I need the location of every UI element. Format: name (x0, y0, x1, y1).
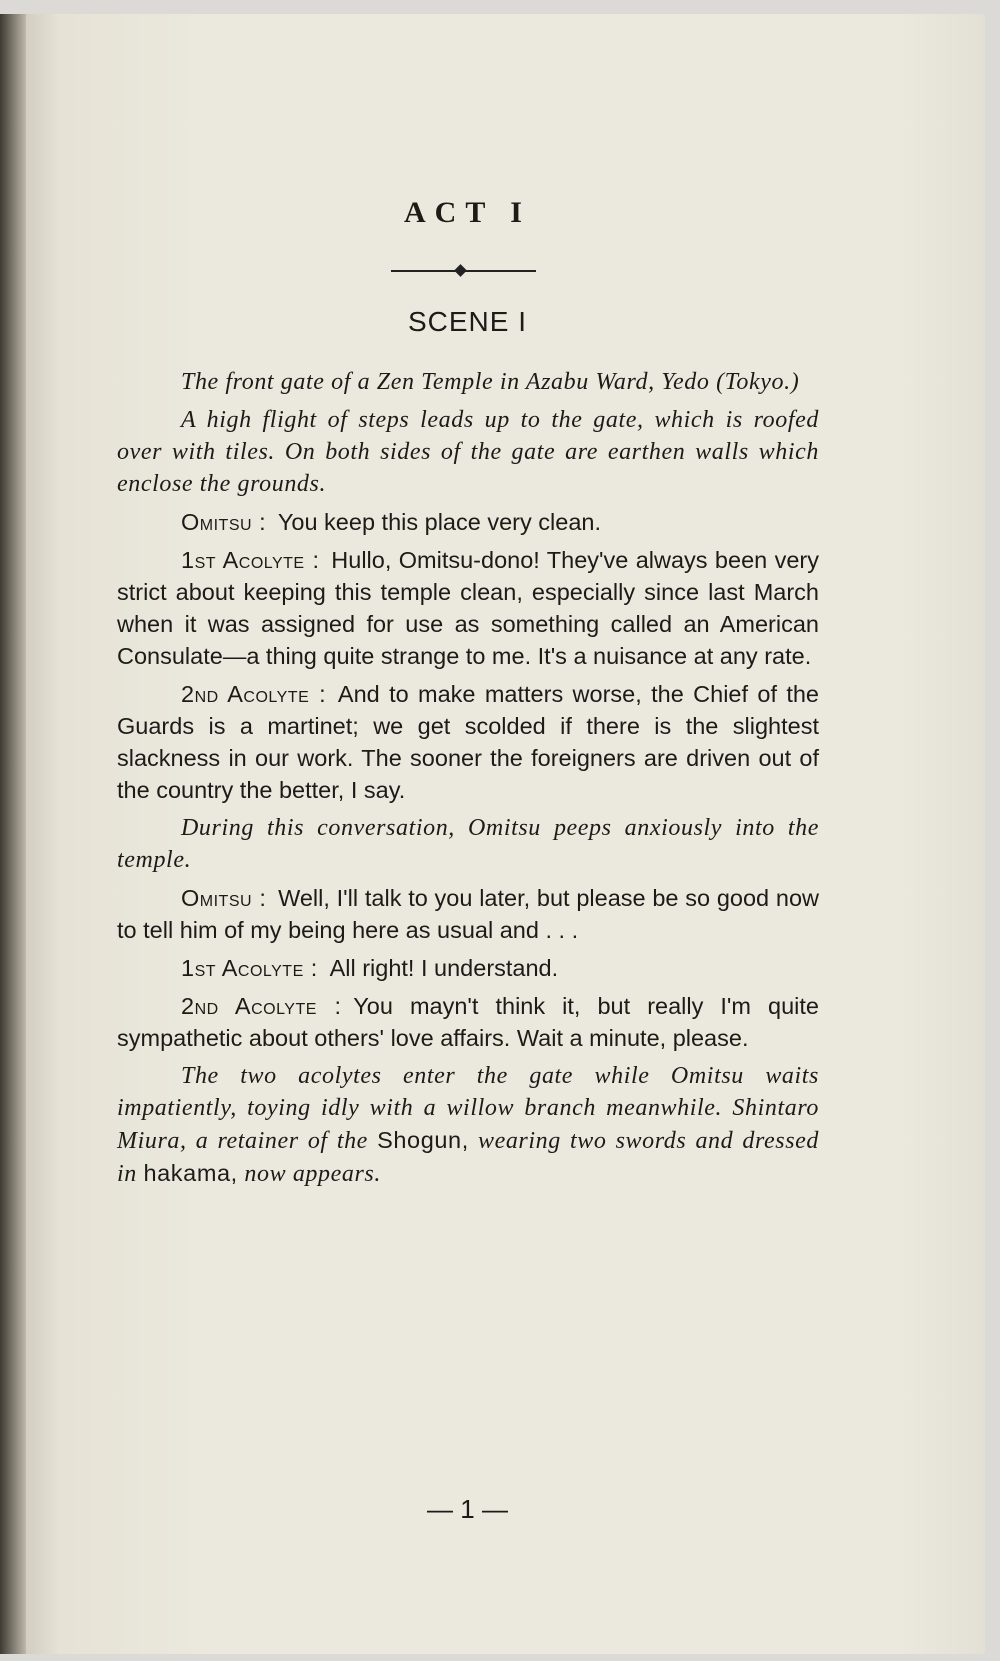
book-spine-shadow (0, 14, 26, 1654)
act-title: ACT I (404, 196, 531, 229)
speaker-name: 1st Acolyte : (181, 955, 318, 981)
dialogue-line (117, 506, 819, 538)
play-text (117, 366, 819, 1196)
speaker-name: Omitsu : (181, 885, 267, 911)
stage-direction (117, 404, 819, 500)
roman-term: Shogun, (377, 1127, 469, 1153)
speaker-name: 2nd Acolyte : (181, 681, 327, 707)
scene-title: SCENE I (407, 306, 528, 337)
roman-term: hakama, (143, 1160, 238, 1186)
stage-direction (117, 366, 819, 398)
page-number: — 1 — (427, 1494, 508, 1524)
speaker-name: Omitsu : (181, 509, 267, 535)
speaker-name: 2nd Acolyte : (181, 993, 342, 1019)
dialogue-text: You keep this place very clean. (277, 509, 601, 535)
dialogue-text: You mayn't think it, but really I'm quite sympathetic about others' love affairs. Wait a minute, please. (117, 993, 819, 1051)
stage-text: During this conversation, Omitsu peeps anxiously into the temple. (117, 815, 819, 873)
stage-text: The front gate of a Zen Temple in Azabu Ward, Yedo (Tokyo.) (181, 369, 800, 395)
dialogue-line (117, 882, 819, 946)
stage-text: The two acolytes enter the gate while Omitsu waits impatiently, toying idly with a willow branch meanwhile. Shintaro Miura, a retainer of the (117, 1063, 819, 1154)
dialogue-text: Hullo, Omitsu-dono! They've always been very strict about keeping this temple clean, especially since last March when it was assigned for use as something called an American Consulate—a thing quite strange to me. It's a nuisance at any rate. (117, 547, 819, 669)
dialogue-text: And to make matters worse, the Chief of the Guards is a martinet; we get scolded if there is the slightest slackness in our work. The sooner the foreigners are driven out of the country the better, I say. (117, 681, 819, 803)
dialogue-line (117, 544, 819, 672)
dialogue-line (117, 990, 819, 1054)
speaker-name: 1st Acolyte : (181, 547, 320, 573)
dialogue-text: All right! I understand. (329, 955, 559, 981)
stage-text: A high flight of steps leads up to the gate, which is roofed over with tiles. On both sides of the gate are earthen walls which enclose the grounds. (117, 407, 819, 497)
stage-text: now appears. (237, 1161, 381, 1187)
stage-text: wearing two swords and dressed in (117, 1128, 820, 1187)
stage-direction (117, 1060, 819, 1190)
dialogue-line (117, 678, 819, 806)
dialogue-text: Well, I'll talk to you later, but please be so good now to tell him of my being here as usual and . . . (117, 885, 819, 943)
dialogue-line (117, 952, 819, 984)
stage-direction (117, 812, 819, 876)
